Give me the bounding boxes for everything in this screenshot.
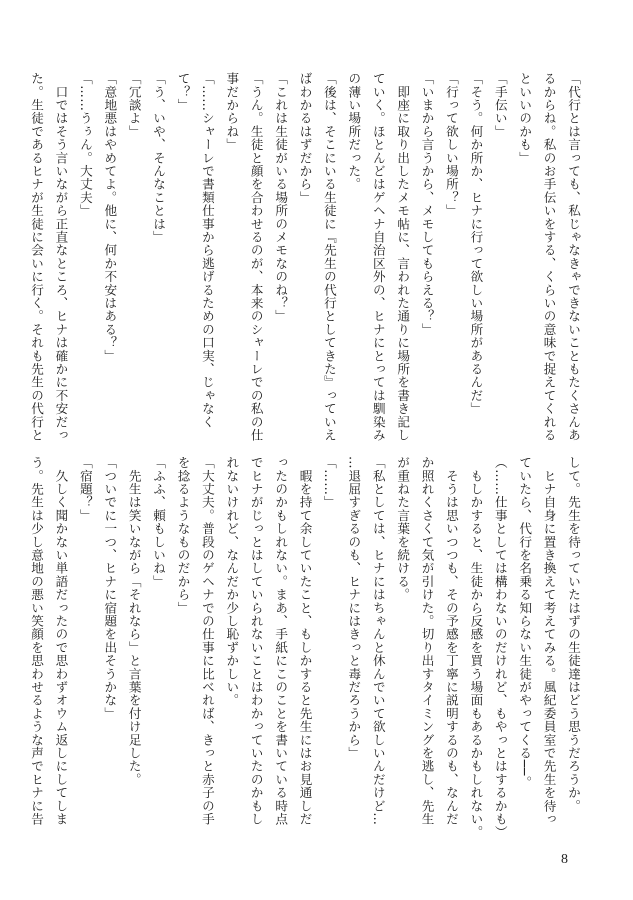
text-line: して。先生を待っていたはずの生徒達はどう思うだろうか。 [566,456,581,813]
bottom-text-block [29,456,585,843]
text-line: の薄い場所だった。 [346,72,362,191]
text-line: 「う、いや、そんなことは」 [151,72,167,244]
text-line: 「冗談よ」 [126,72,142,138]
text-line: 「そう。何か所か、ヒナに行って欲しい場所があるんだ」 [468,72,484,416]
top-text-block [29,72,585,457]
text-line: （……仕事としては構わないのだけれど、もやっとはするかも） [492,456,508,839]
text-line: でヒナがじっとはしていられないことはわかっていたのかもし [248,456,264,826]
text-line: るからね。私のお手伝いをする、くらいの意味で捉えてくれる [541,72,557,442]
page-number: 8 [561,852,568,867]
text-line: ていく。ほとんどはゲヘナ自治区外の、ヒナにとっては馴染み [370,72,386,442]
text-line: れないけれど、なんだか少し恥ずかしい。 [224,456,240,707]
text-line: 「手伝い」 [492,72,508,138]
text-line: 「意地悪はやめてよ。他に、何か不安はある？」 [102,72,118,363]
text-line: て？」 [175,72,191,112]
text-line: を捻るようなものだから」 [175,456,191,615]
text-line: 「行って欲しい場所？」 [443,72,459,218]
text-line: 「宿題？」 [77,456,93,522]
text-line: う。先生は少し意地の悪い笑顔を思わせるような声でヒナに告 [29,456,45,826]
text-line: 「代行とは言っても、私じゃなきゃできないこともたくさんあ [566,72,581,442]
text-line: ていたら、代行を名乗る知らない生徒がやってくる──。 [517,456,533,790]
text-line: が重ねた言葉を続ける。 [395,456,411,602]
text-line: 「これは生徒がいる場所のメモなのね？」 [273,72,289,323]
text-line: た。生徒であるヒナが生徒に会いに行く。それも先生の代行と [29,72,45,442]
text-line: といいのかも」 [517,72,533,165]
text-line: そうは思いつつも、その予感を丁寧に説明するのも、なんだ [443,456,459,826]
text-line: 「大丈夫。普段のゲヘナでの仕事に比べれば、きっと赤子の手 [199,456,215,826]
text-line: 「いまから言うから、メモしてもらえる？」 [419,72,435,336]
text-line: 「……うぅん。大丈夫」 [77,72,93,218]
text-line: 先生は笑いながら「それなら」と言葉を付け足した。 [126,456,142,786]
text-line: 「ついでに一つ、ヒナに宿題を出そうかな」 [102,456,118,720]
text-line: 「うん。生徒と顔を合わせるのが、本来のシャーレでの私の仕 [248,72,264,442]
text-line: 事だからね」 [224,72,240,152]
text-line: 口ではそう言いながら正直なところ、ヒナは確かに不安だっ [53,72,69,442]
text-line: 「……」 [321,456,337,509]
text-line: …退屈すぎるのも、ヒナにはきっと毒だろうから」 [346,456,362,760]
text-line: 「私としては、ヒナにはちゃんと休んでいて欲しいんだけど… [370,456,386,826]
text-line: ヒナ自身に置き換えて考えてみる。風紀委員室で先生を待っ [541,456,557,826]
text-line: 久しく聞かない単語だったので思わずオウム返しにしてしま [53,456,69,826]
text-line: 「後は、そこにいる生徒に『先生の代行としてきた』っていえ [321,72,337,442]
text-line: ったのかもしれない。まあ、手紙にこのことを書いている時点 [273,456,289,826]
text-line: 暇を持て余していたこと、もしかすると先生にはお見通しだ [297,456,313,826]
text-line: もしかすると、生徒から反感を買う場面もあるかもしれない。 [468,456,484,839]
text-line: 即座に取り出したメモ帖に、言われた通りに場所を書き記し [395,72,411,442]
text-line: か照れくさくて気が引けた。切り出すタイミングを逃し、先生 [419,456,435,826]
text-line: 「……シャーレで書類仕事から逃げるための口実、じゃなく [199,72,215,429]
text-line: ばわかるはずだから」 [297,72,313,204]
text-line: 「ふふ、頼もしいね」 [151,456,167,588]
